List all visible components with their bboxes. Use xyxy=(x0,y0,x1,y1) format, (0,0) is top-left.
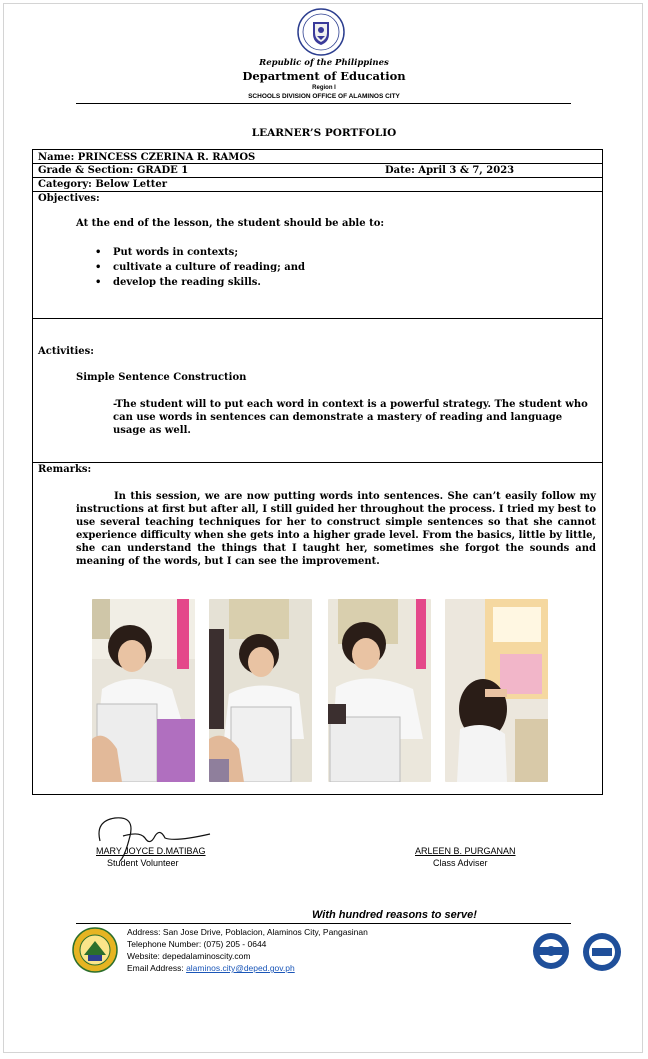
activity-photo-1 xyxy=(92,599,195,782)
signature-mark xyxy=(95,806,215,866)
footer-telephone: Telephone Number: (075) 205 - 0644 xyxy=(127,939,267,949)
footer-email-link[interactable]: alaminos.city@deped.gov.ph xyxy=(186,963,295,973)
footer-divider xyxy=(76,923,571,924)
volunteer-name: MARY JOYCE D.MATIBAG xyxy=(96,846,206,856)
header-region: Region I xyxy=(312,85,336,91)
header-divider xyxy=(76,103,571,104)
footer-email-line xyxy=(127,963,295,973)
activities-heading: Activities: xyxy=(38,346,94,357)
iqnet-logo-icon xyxy=(580,932,624,972)
certification-logo-icon xyxy=(526,931,576,971)
learner-name: Name: PRINCESS CZERINA R. RAMOS xyxy=(38,152,256,163)
deped-seal-icon xyxy=(297,8,345,56)
row-divider xyxy=(33,177,602,178)
list-item: • Put words in contexts; xyxy=(93,245,305,260)
header-office: SCHOOLS DIVISION OFFICE OF ALAMINOS CITY xyxy=(248,93,400,100)
activities-description: -The student will to put each word in context is a powerful strategy. The student who can use words in sentences can demonstrate a mastery of reading and language usage as well. xyxy=(113,399,588,436)
remarks-heading: Remarks: xyxy=(38,464,92,475)
activity-photo-2 xyxy=(209,599,312,782)
document-title: LEARNER’S PORTFOLIO xyxy=(251,127,397,139)
footer-address: Address: San Jose Drive, Poblacion, Alaminos City, Pangasinan xyxy=(127,927,368,937)
activity-photo-4 xyxy=(445,599,548,782)
row-divider xyxy=(33,318,602,319)
list-item: • develop the reading skills. xyxy=(93,275,305,290)
sdo-logo-icon xyxy=(72,927,118,973)
objectives-list xyxy=(93,245,305,290)
adviser-name: ARLEEN B. PURGANAN xyxy=(415,846,516,856)
header-republic: Republic of the Philippines xyxy=(259,58,389,68)
objectives-intro: At the end of the lesson, the student should be able to: xyxy=(76,218,385,229)
learner-category: Category: Below Letter xyxy=(38,179,167,190)
list-item: • cultivate a culture of reading; and xyxy=(93,260,305,275)
footer-website: Website: depedalaminoscity.com xyxy=(127,951,251,961)
header-department: Department of Education xyxy=(242,69,406,83)
activity-photo-3 xyxy=(328,599,431,782)
row-divider xyxy=(33,163,602,164)
row-divider xyxy=(33,191,602,192)
volunteer-role: Student Volunteer xyxy=(107,858,179,868)
portfolio-table xyxy=(32,149,603,795)
activities-subheading: Simple Sentence Construction xyxy=(76,372,247,383)
objectives-heading: Objectives: xyxy=(38,193,100,204)
learner-grade: Grade & Section: GRADE 1 xyxy=(38,165,189,176)
row-divider xyxy=(33,462,602,463)
adviser-role: Class Adviser xyxy=(433,858,488,868)
footer-slogan: With hundred reasons to serve! xyxy=(312,909,477,921)
learner-date: Date: April 3 & 7, 2023 xyxy=(385,165,515,176)
footer-email-label: Email Address: xyxy=(127,963,187,973)
remarks-text: In this session, we are now putting words into sentences. She can’t easily follow my instructions at first but after all, I still guided her throughout the process. I tried my best to use several teaching techniques for her to construct simple sentences so that she cannot experience difficulty when she gets into a higher grade level. From the basics, little by little, she can understand the things that I taught her, sometimes she forgot the sounds and meaning of the words, but I can see the improvement. xyxy=(76,491,596,567)
